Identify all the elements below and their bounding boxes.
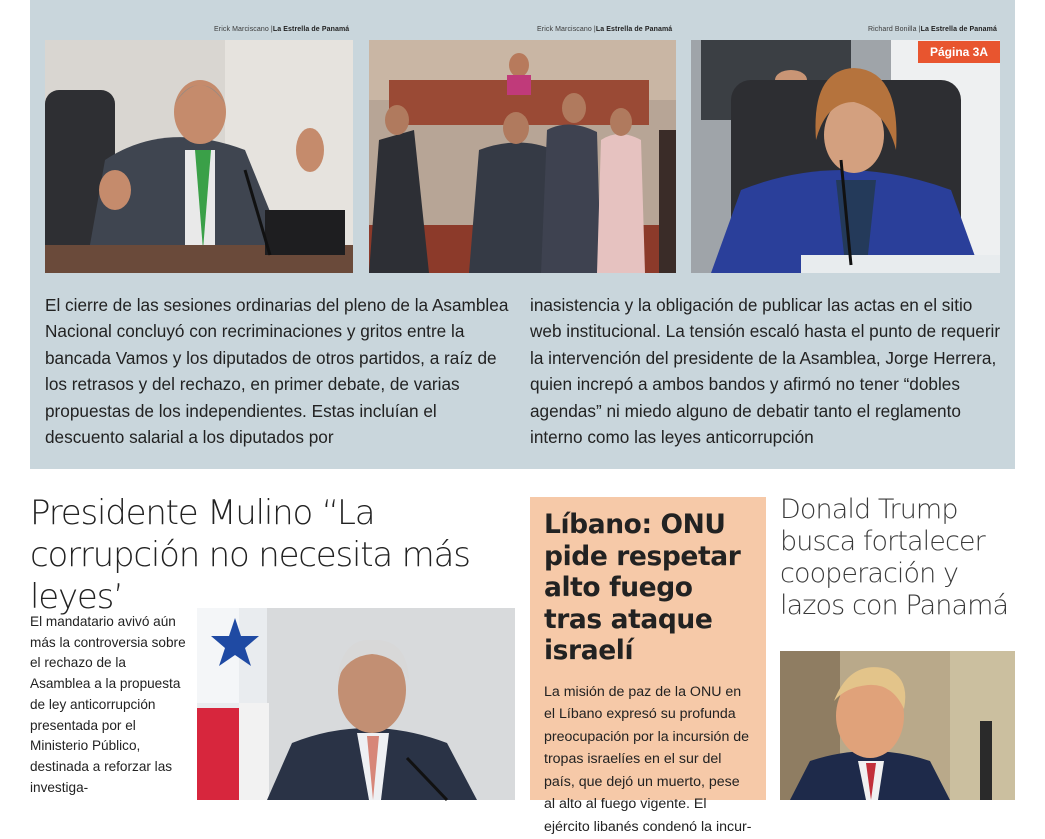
lead-text-right: inasistencia y la obligación de publicar las actas en el sitio web institucional. La tensión escaló hasta el punto de requerir la intervención del presidente de la Asamblea, Jorge Herrera, quien increpó a ambos bandos y afirmó no tener “dobles agendas” ni miedo alguno de debatir tanto el reglamento interno como las leyes anticorrupción (530, 295, 1001, 448)
photo-trump (780, 651, 1015, 800)
lead-text-left: El cierre de las sesiones ordinarias del pleno de la Asamblea Nacional concluyó con recriminaciones y gritos entre la bancada Vamos y los diputados de otros partidos, a raíz de los retrasos y del rechazo, en primer debate, de varias propuestas de los independientes. Estas incluían el descuento salarial a los diputados por (45, 295, 509, 448)
body-mulino: El mandatario avivó aún más la controversia sobre el rechazo de la Asamblea a la propuesta de ley anticorrupción presentada por el Ministerio Público, destinada a reforzar las investiga- (30, 614, 186, 795)
headline-trump[interactable]: Donald Trump busca fortalecer cooperación y lazos con Panamá (780, 494, 1009, 621)
lebanon-story-box (530, 497, 766, 836)
photo-deputy-seated (691, 40, 1000, 273)
headline-lebanon[interactable]: Líbano: ONU pide respetar alto fuego tras ataque israelí (544, 509, 741, 666)
photo-mulino (197, 608, 515, 800)
photo-deputy-gesturing (45, 40, 353, 273)
photo-credit-2: Erick Marciscano |La Estrella de Panamá (537, 26, 673, 33)
photo-credit-3: Richard Bonilla |La Estrella de Panamá (868, 26, 997, 33)
headline-mulino[interactable]: Presidente Mulino “La corrupción no necesita más leyes’ (30, 493, 470, 617)
body-lebanon: La misión de paz de la ONU en el Líbano expresó su profunda preocupación por la incursión de tropas israelíes en el sur del país, que dejó un muerto, pese al alto al fuego vigente. El ejército libanés condenó la incur- (544, 683, 752, 836)
photo-deputies-arguing (369, 40, 676, 273)
page-badge[interactable]: Página 3A (918, 41, 1000, 63)
photo-credit-1: Erick Marciscano |La Estrella de Panamá (214, 26, 350, 33)
